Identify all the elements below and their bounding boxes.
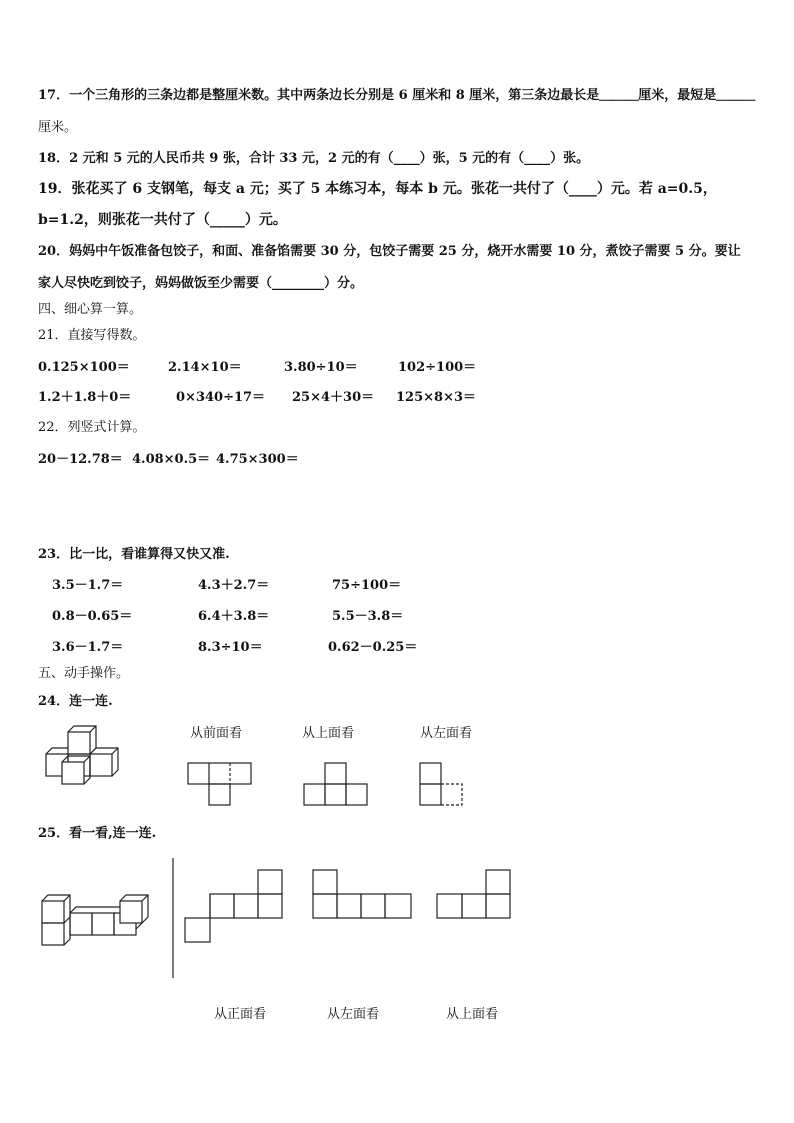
q22-title: 22．列竖式计算。 xyxy=(38,420,146,435)
q20-line2: 家人尽快吃到饺子，妈妈做饭至少需要（________）分。 xyxy=(38,276,364,291)
q24-view-left-label: 从左面看 xyxy=(420,726,473,741)
section-5-heading: 五、动手操作。 xyxy=(38,666,130,681)
q21-row2-item3: 25×4＋30＝ xyxy=(292,390,375,405)
q25-shape-a xyxy=(183,870,287,948)
q21-row2-item4: 125×8×3＝ xyxy=(396,390,477,405)
q23-row2-item2: 6.4＋3.8＝ xyxy=(198,609,270,624)
q21-row1-item2: 2.14×10＝ xyxy=(168,360,242,375)
q22-item1: 20－12.78＝ xyxy=(38,452,123,467)
q25-shape-b xyxy=(312,870,416,924)
q23-title: 23．比一比，看谁算得又快又准. xyxy=(38,547,230,562)
q23-row1-item1: 3.5－1.7＝ xyxy=(52,578,124,593)
q21-row2-item2: 0×340÷17＝ xyxy=(176,390,266,405)
q24-view-front-shape xyxy=(188,763,258,809)
q21-row1-item3: 3.80÷10＝ xyxy=(284,360,358,375)
q17-line1: 17．一个三角形的三条边都是整厘米数。其中两条边长分别是 6 厘米和 8 厘米，第三条边最长是＿＿＿厘米，最短是＿＿＿ xyxy=(38,88,756,103)
q23-row3-item2: 8.3÷10＝ xyxy=(198,640,263,655)
q24-view-front-label: 从前面看 xyxy=(190,726,243,741)
q24-title: 24．连一连. xyxy=(38,694,113,709)
q25-cube-solid xyxy=(40,893,160,949)
q21-row1-item1: 0.125×100＝ xyxy=(38,360,130,375)
q24-view-left-shape xyxy=(420,763,470,809)
q17-line2: 厘米。 xyxy=(38,120,78,135)
q23-row3-item1: 3.6－1.7＝ xyxy=(52,640,124,655)
q22-item2: 4.08×0.5＝ xyxy=(132,452,211,467)
q24-view-top-label: 从上面看 xyxy=(302,726,355,741)
q25-divider xyxy=(172,858,176,980)
q25-view-front-label: 从正面看 xyxy=(214,1007,267,1022)
q23-row1-item3: 75÷100＝ xyxy=(332,578,402,593)
section-4-heading: 四、细心算一算。 xyxy=(38,302,143,317)
q25-view-left-label: 从左面看 xyxy=(327,1007,380,1022)
q21-row2-item1: 1.2＋1.8＋0＝ xyxy=(38,390,132,405)
q23-row1-item2: 4.3＋2.7＝ xyxy=(198,578,270,593)
q19-line1: 19．张花买了 6 支钢笔，每支 a 元；买了 5 本练习本，每本 b 元。张花一共付了（____）元。若 a=0.5， xyxy=(38,181,717,197)
q18-text: 18．2 元和 5 元的人民币共 9 张，合计 33 元，2 元的有（____）张，5 元的有（____）张。 xyxy=(38,151,590,166)
q25-view-top-label: 从上面看 xyxy=(446,1007,499,1022)
q20-line1: 20．妈妈中午饭准备包饺子，和面、准备馅需要 30 分，包饺子需要 25 分，烧开水需要 10 分，煮饺子需要 5 分。要让 xyxy=(38,244,741,259)
q23-row2-item1: 0.8－0.65＝ xyxy=(52,609,133,624)
q25-shape-c xyxy=(435,870,517,924)
q22-item3: 4.75×300＝ xyxy=(216,452,299,467)
q19-line2: b=1.2，则张花一共付了（_____）元。 xyxy=(38,212,287,228)
q23-row2-item3: 5.5－3.8＝ xyxy=(332,609,404,624)
q24-view-top-shape xyxy=(304,763,374,809)
q25-title: 25．看一看,连一连. xyxy=(38,826,157,841)
q23-row3-item3: 0.62－0.25＝ xyxy=(328,640,418,655)
q21-title: 21．直接写得数。 xyxy=(38,328,146,343)
q21-row1-item4: 102÷100＝ xyxy=(398,360,477,375)
q24-cube-solid xyxy=(40,718,140,798)
